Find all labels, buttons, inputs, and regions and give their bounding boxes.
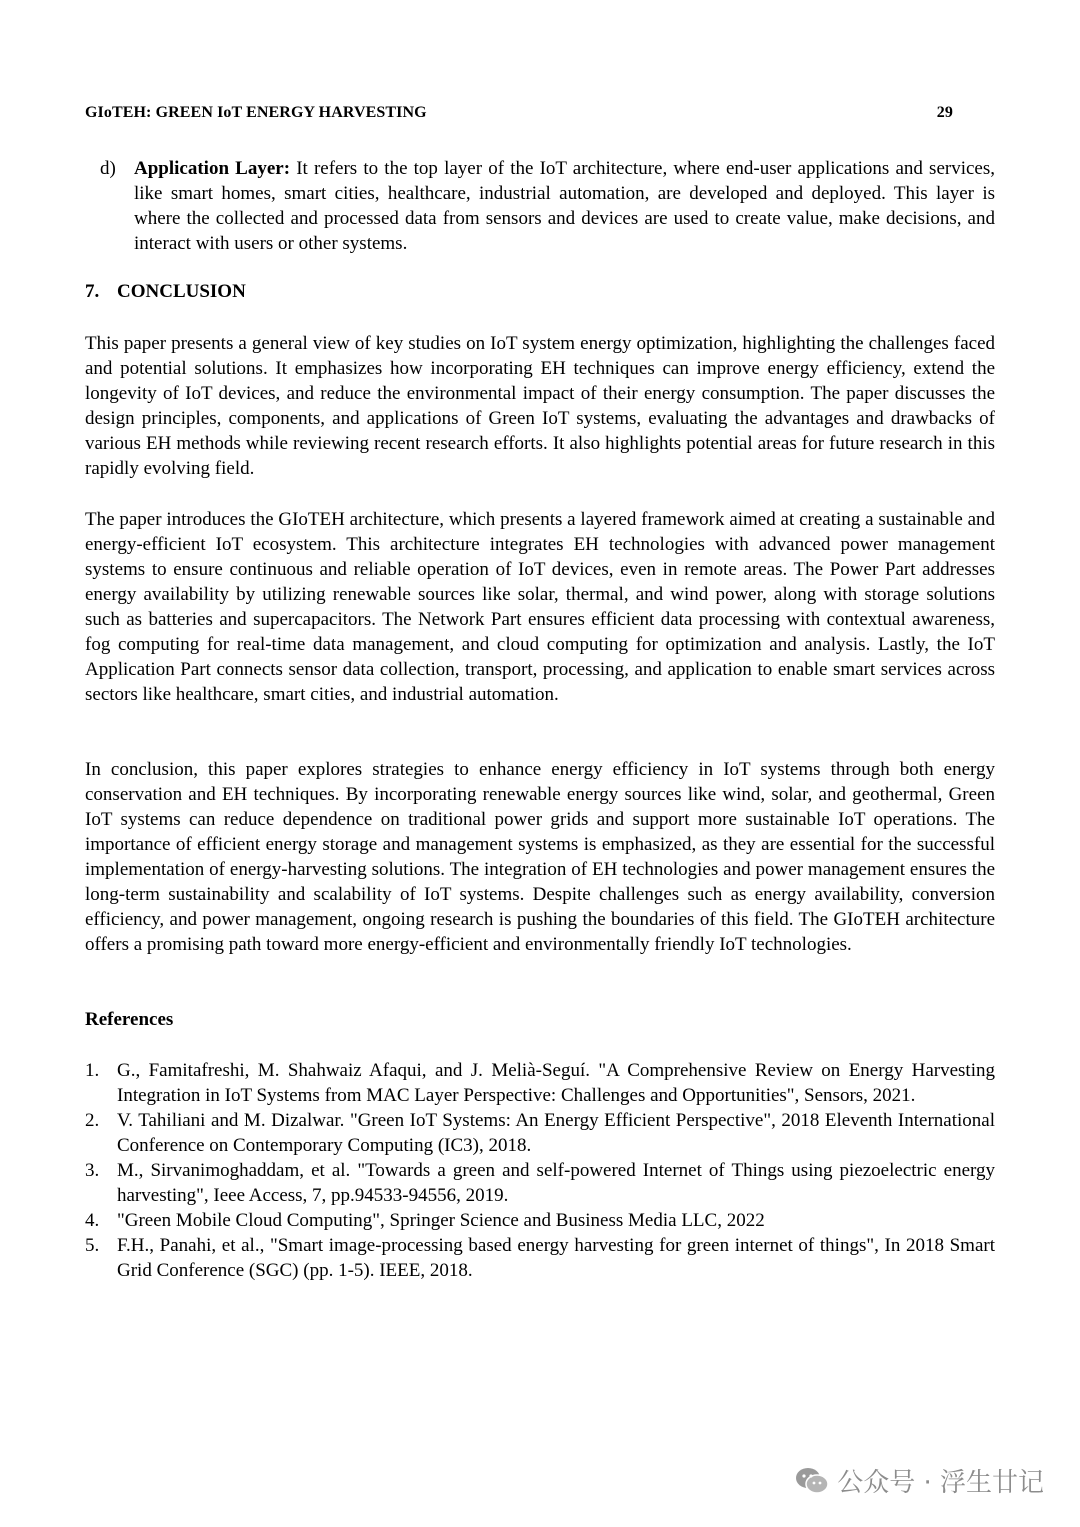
running-title: GIoTEH: GREEN IoT ENERGY HARVESTING <box>85 104 427 121</box>
reference-number: 2. <box>85 1110 100 1131</box>
term-label: Application Layer: <box>134 158 291 179</box>
reference-item <box>85 1233 995 1283</box>
reference-text: V. Tahiliani and M. Dizalwar. "Green IoT Systems: An Energy Efficient Perspective", 2018 Eleventh International Conference on Contemporary Computing (IC3), 2018. <box>117 1110 995 1156</box>
watermark <box>795 1462 1044 1499</box>
reference-text: G., Famitafreshi, M. Shahwaiz Afaqui, and J. Melià-Seguí. "A Comprehensive Review on Energy Harvesting Integration in IoT Systems from MAC Layer Perspective: Challenges and Opportunities", Sensors, 2021. <box>117 1060 995 1106</box>
reference-number: 4. <box>85 1210 100 1231</box>
reference-number: 5. <box>85 1235 100 1256</box>
running-header <box>85 104 953 122</box>
reference-text: "Green Mobile Cloud Computing", Springer Science and Business Media LLC, 2022 <box>117 1210 765 1231</box>
wechat-icon <box>795 1466 829 1496</box>
reference-item <box>85 1158 995 1208</box>
list-item-application-layer <box>100 156 995 256</box>
section-title: CONCLUSION <box>117 281 246 302</box>
section-heading <box>85 281 246 303</box>
reference-text: F.H., Panahi, et al., "Smart image-processing based energy harvesting for green internet of things", In 2018 Smart Grid Conference (SGC) (pp. 1-5). IEEE, 2018. <box>117 1235 995 1281</box>
paragraph-1: This paper presents a general view of key studies on IoT system energy optimization, highlighting the challenges faced and potential solutions. It emphasizes how incorporating EH techniques can improve energy efficiency, extend the longevity of IoT devices, and reduce the environmental impact of their energy consumption. The paper discusses the design principles, components, and applications of Green IoT systems, evaluating the advantages and drawbacks of various EH methods while reviewing recent research efforts. It also highlights potential areas for future research in this rapidly evolving field. <box>85 333 995 479</box>
reference-list <box>85 1058 995 1283</box>
watermark-text: 公众号 · 浮生廿记 <box>837 1468 1044 1498</box>
reference-item <box>85 1108 995 1158</box>
reference-number: 3. <box>85 1160 100 1181</box>
paragraph-3: In conclusion, this paper explores strategies to enhance energy efficiency in IoT systems through both energy conservation and EH techniques. By incorporating renewable energy sources like wind, solar, and geothermal, Green IoT systems can reduce dependence on traditional power grids and support more sustainable IoT operations. The importance of efficient energy storage and management systems is emphasized, as they are essential for the successful implementation of energy-harvesting solutions. The integration of EH technologies and power management ensures the long-term sustainability and scalability of IoT systems. Despite challenges such as energy availability, conversion efficiency, and power management, ongoing research is pushing the boundaries of this field. The GIoTEH architecture offers a promising path toward more energy-efficient and environmentally friendly IoT technologies. <box>85 759 995 955</box>
references-heading: References <box>85 1009 174 1030</box>
reference-item <box>85 1208 995 1233</box>
reference-text: M., Sirvanimoghaddam, et al. "Towards a green and self-powered Internet of Things using piezoelectric energy harvesting", Ieee Access, 7, pp.94533-94556, 2019. <box>117 1160 995 1206</box>
reference-item <box>85 1058 995 1108</box>
term-description: It refers to the top layer of the IoT architecture, where end-user applications and services, like smart homes, smart cities, healthcare, industrial automation, are developed and deployed. This layer is where the collected and processed data from sensors and devices are used to create value, make decisions, and interact with users or other systems. <box>134 158 995 254</box>
list-item-text <box>134 156 995 256</box>
page-number: 29 <box>936 104 953 121</box>
paragraph-2: The paper introduces the GIoTEH architecture, which presents a layered framework aimed at creating a sustainable and energy-efficient IoT ecosystem. This architecture integrates EH technologies with advanced power management systems to ensure continuous and reliable operation of IoT devices, even in remote areas. The Power Part addresses energy availability by utilizing renewable sources like solar, thermal, and wind power, along with storage solutions such as batteries and supercapacitors. The Network Part ensures efficient data processing with contextual awareness, fog computing for real-time data management, and cloud computing for optimization and analysis. Lastly, the IoT Application Part connects sensor data collection, transport, processing, and application to enable smart services across sectors like healthcare, smart cities, and industrial automation. <box>85 509 995 705</box>
section-number: 7. <box>85 281 100 302</box>
list-marker: d) <box>100 158 116 179</box>
reference-number: 1. <box>85 1060 100 1081</box>
